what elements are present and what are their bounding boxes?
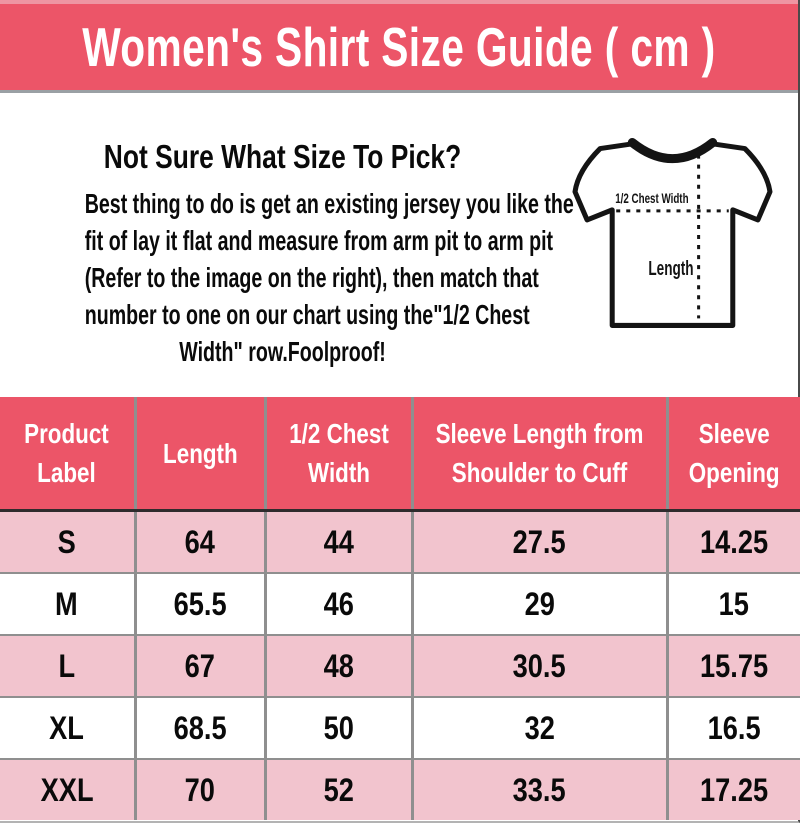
header-sleeve-length: Sleeve Length from Shoulder to Cuff [412, 397, 667, 511]
shirt-outline [575, 144, 770, 326]
sleeve-length-cell: 33.5 [412, 759, 667, 820]
intro-heading: Not Sure What Size To Pick? [103, 138, 462, 175]
chest-cell: 48 [265, 635, 412, 697]
length-cell: 67 [135, 635, 265, 697]
size-label-cell: S [57, 523, 76, 560]
length-cell: 65.5 [135, 573, 265, 635]
size-label-cell: L [0, 635, 135, 697]
table-row-m [0, 573, 800, 635]
size-label-cell: XL [0, 697, 135, 759]
sleeve-opening-cell: 15 [667, 573, 800, 635]
length-cell: 70 [135, 759, 265, 820]
chest-cell: 50 [265, 697, 412, 759]
sleeve-opening-cell: 15.75 [667, 635, 800, 697]
title-banner [0, 0, 798, 90]
header-length: Length [135, 397, 265, 511]
size-table-header [0, 397, 800, 511]
sleeve-length-cell: 27.5 [412, 511, 667, 574]
length-cell: 68.5 [135, 697, 265, 759]
table-row-xl [0, 697, 800, 759]
sleeve-opening-cell: 17.25 [667, 759, 800, 820]
header-half-chest-width: 1/2 Chest Width [265, 397, 412, 511]
size-label-cell: XXL [0, 759, 135, 820]
sleeve-length-cell: 32 [412, 697, 667, 759]
chest-cell: 46 [265, 573, 412, 635]
header-sleeve-opening: Sleeve Opening [667, 397, 800, 511]
chest-width-label: 1/2 Chest Width [615, 189, 689, 206]
size-table [0, 397, 800, 820]
length-label: Length [648, 258, 694, 281]
table-row-xxl [0, 759, 800, 820]
sleeve-opening-cell: 16.5 [667, 697, 800, 759]
sleeve-opening-cell: 14.25 [667, 511, 800, 574]
shirt-measurement-illustration [572, 121, 778, 351]
length-cell: 64 [135, 511, 265, 574]
intro-body-line: (Refer to the image on the right), then match that [84, 262, 539, 293]
page-title: Women's Shirt Size Guide ( cm ) [82, 16, 716, 78]
shirt-diagram [572, 121, 778, 351]
intro-body-line: Width" row.Foolproof! [179, 336, 386, 367]
table-row-s [0, 511, 800, 574]
intro-body-line: Best thing to do is get an existing jersey you like the [84, 188, 574, 219]
size-label-cell: M [0, 573, 135, 635]
intro-text-block [0, 135, 574, 370]
header-product-label: Product Label [0, 397, 135, 511]
intro-body-line: number to one on our chart using the"1/2 Chest [84, 299, 530, 330]
chest-cell: 44 [265, 511, 412, 574]
header-row [0, 397, 800, 511]
table-row-l [0, 635, 800, 697]
intro-body-line: fit of lay it flat and measure from arm pit to arm pit [84, 225, 554, 256]
chest-cell: 52 [265, 759, 412, 820]
sleeve-length-cell: 29 [412, 573, 667, 635]
intro-section [0, 93, 798, 397]
sleeve-length-cell: 30.5 [412, 635, 667, 697]
